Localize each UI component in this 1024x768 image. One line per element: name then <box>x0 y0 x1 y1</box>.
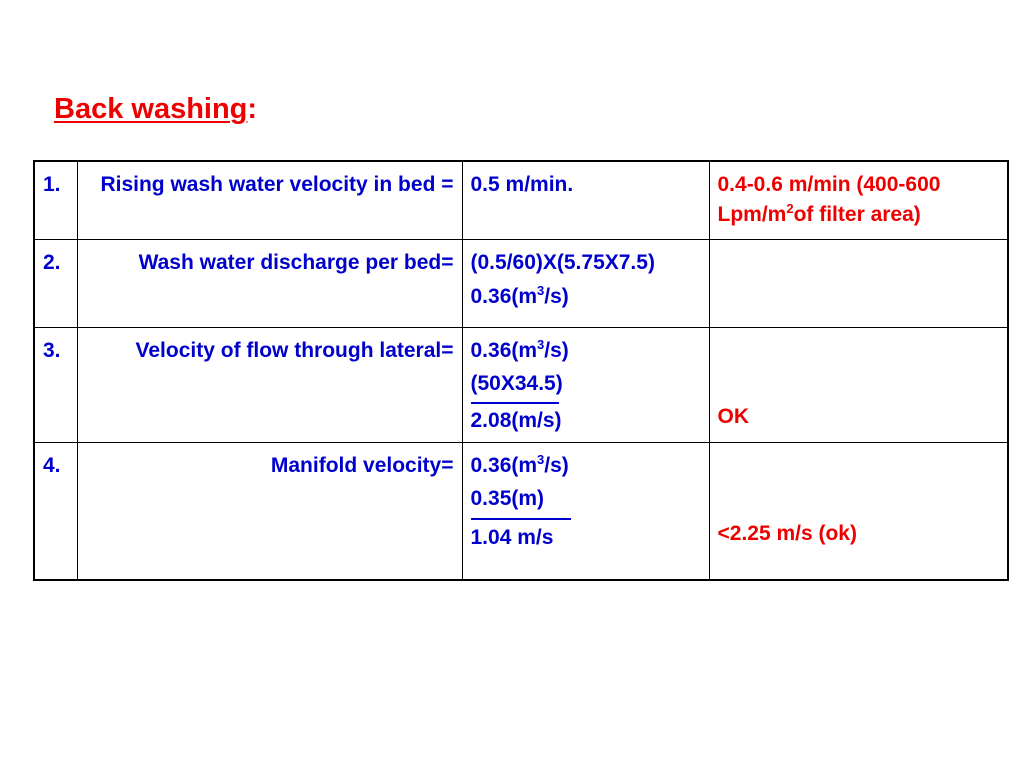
calc-denominator-line <box>471 366 701 404</box>
row-note <box>709 161 1008 239</box>
table-row <box>34 442 1008 580</box>
row-calculation <box>462 239 709 327</box>
table-row <box>34 327 1008 442</box>
calc-denominator-line <box>471 481 701 520</box>
numerator-suffix: /s) <box>544 338 569 362</box>
note-text: <2.25 m/s (ok) <box>717 521 857 545</box>
row-number: 4. <box>34 442 77 580</box>
calc-result: 1.04 m/s <box>470 525 554 549</box>
note-text: OK <box>717 404 749 428</box>
calc-result-suffix: /s) <box>544 284 569 308</box>
calc-result: 2.08(m/s) <box>470 408 562 432</box>
row-note <box>709 327 1008 442</box>
numerator-suffix: /s) <box>544 453 569 477</box>
note-text-prefix: 0.4-0.6 m/min (400-600 Lpm/m <box>717 173 941 226</box>
calc-line: (0.5/60)X(5.75X7.5) <box>470 250 655 274</box>
calc-line: 0.5 m/min. <box>470 173 574 196</box>
note-spacer <box>718 451 1000 519</box>
table-row <box>34 161 1008 239</box>
note-spacer <box>718 336 1000 402</box>
row-calculation <box>462 161 709 239</box>
row-description: Rising wash water velocity in bed = <box>77 161 462 239</box>
slide-title <box>54 93 257 126</box>
row-calculation <box>462 442 709 580</box>
row-number: 3. <box>34 327 77 442</box>
row-note <box>709 442 1008 580</box>
numerator-prefix: 0.36(m <box>470 453 538 477</box>
calc-denominator: 0.35(m) <box>471 481 571 520</box>
row-note <box>709 239 1008 327</box>
row-description: Manifold velocity= <box>77 442 462 580</box>
calc-result-prefix: 0.36(m <box>470 284 538 308</box>
title-colon: : <box>247 93 258 125</box>
calc-result <box>471 278 701 315</box>
title-text: Back washing <box>54 93 248 125</box>
numerator-prefix: 0.36(m <box>470 338 538 362</box>
row-number: 1. <box>34 161 77 239</box>
note-text-suffix: of filter area) <box>793 203 921 226</box>
row-number: 2. <box>34 239 77 327</box>
numerator-superscript: 3 <box>537 336 545 352</box>
calc-result-superscript: 3 <box>537 282 545 298</box>
calc-numerator <box>471 451 701 481</box>
calc-denominator: (50X34.5) <box>471 366 559 404</box>
note-superscript: 2 <box>786 201 794 216</box>
row-description: Velocity of flow through lateral= <box>77 327 462 442</box>
row-calculation <box>462 327 709 442</box>
numerator-superscript: 3 <box>537 451 545 467</box>
backwash-table <box>33 160 1009 581</box>
row-description: Wash water discharge per bed= <box>77 239 462 327</box>
calc-numerator <box>471 336 701 366</box>
table-row <box>34 239 1008 327</box>
